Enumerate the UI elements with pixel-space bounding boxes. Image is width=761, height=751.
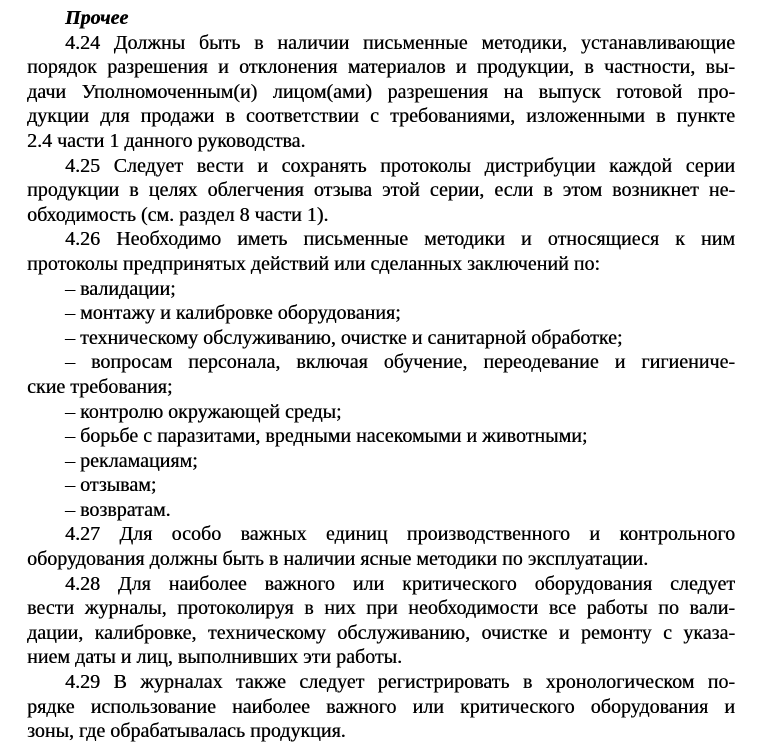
list-item-line: – борьбе с паразитами, вредными насекомыми и животными; xyxy=(65,425,588,448)
list-item-line: ские требования; xyxy=(27,375,173,398)
paragraph-line: дации, калибровке, техническому обслуживанию, очистке и ремонту с указа- xyxy=(27,621,735,644)
list-item-line: – техническому обслуживанию, очистке и санитарной обработке; xyxy=(65,326,623,349)
paragraph-line: 4.27 Для особо важных единиц производственного и контрольного xyxy=(65,523,735,546)
paragraph-4-25 xyxy=(27,154,735,228)
list-item-line: – монтажу и калибровке оборудования; xyxy=(65,302,401,325)
list-item-line: – рекламациям; xyxy=(65,449,198,472)
paragraph-line: продукции в целях облегчения отзыва этой серии, если в этом возникнет не- xyxy=(27,179,735,202)
paragraph-line: 4.26 Необходимо иметь письменные методики и относящиеся к ним xyxy=(65,228,735,251)
paragraph-line: дачи Уполномоченным(и) лицом(ами) разрешения на выпуск готовой про- xyxy=(27,80,735,103)
paragraph-line: зоны, где обрабатывалась продукция. xyxy=(27,720,346,743)
paragraph-line: нием даты и лиц, выполнивших эти работы. xyxy=(27,646,402,669)
paragraph-4-24 xyxy=(27,31,735,154)
paragraph-line: 4.24 Должны быть в наличии письменные методики, устанавливающие xyxy=(65,31,735,54)
list-item-line: – контролю окружающей среды; xyxy=(65,400,342,423)
paragraph-4-26 xyxy=(27,227,735,276)
paragraph-line: порядок разрешения и отклонения материалов и продукции, в частности, вы- xyxy=(27,56,735,79)
list-item-line: – вопросам персонала, включая обучение, переодевание и гигиениче- xyxy=(65,351,735,374)
section-heading: Прочее xyxy=(65,7,129,29)
paragraph-line: дукции для продажи в соответствии с требованиями, изложенными в пункте xyxy=(27,105,735,128)
paragraph-line: рядке использование наиболее важного или критического оборудования и xyxy=(27,695,735,718)
paragraph-line: 4.28 Для наиболее важного или критического оборудования следует xyxy=(65,572,735,595)
paragraph-line: протоколы предпринятых действий или сделанных заключений по: xyxy=(27,252,600,275)
list-item-line: – возвратам. xyxy=(65,498,171,521)
paragraph-line: обходимость (см. раздел 8 части 1). xyxy=(27,203,329,226)
paragraph-4-28 xyxy=(27,572,735,670)
list-item-line: – отзывам; xyxy=(65,474,157,497)
paragraph-line: 4.29 В журналах также следует регистрировать в хронологическом по- xyxy=(65,671,735,694)
paragraph-line: вести журналы, протоколируя в них при необходимости все работы по вали- xyxy=(27,597,735,620)
list-item-line: – валидации; xyxy=(65,277,176,300)
paragraph-line: 4.25 Следует вести и сохранять протоколы дистрибуции каждой серии xyxy=(65,154,735,177)
paragraph-line: оборудования должны быть в наличии ясные методики по эксплуатации. xyxy=(27,548,649,571)
paragraph-4-29 xyxy=(27,670,735,744)
dash-list xyxy=(27,277,735,523)
paragraph-line: 2.4 части 1 данного руководства. xyxy=(27,129,306,152)
paragraph-4-27 xyxy=(27,522,735,571)
